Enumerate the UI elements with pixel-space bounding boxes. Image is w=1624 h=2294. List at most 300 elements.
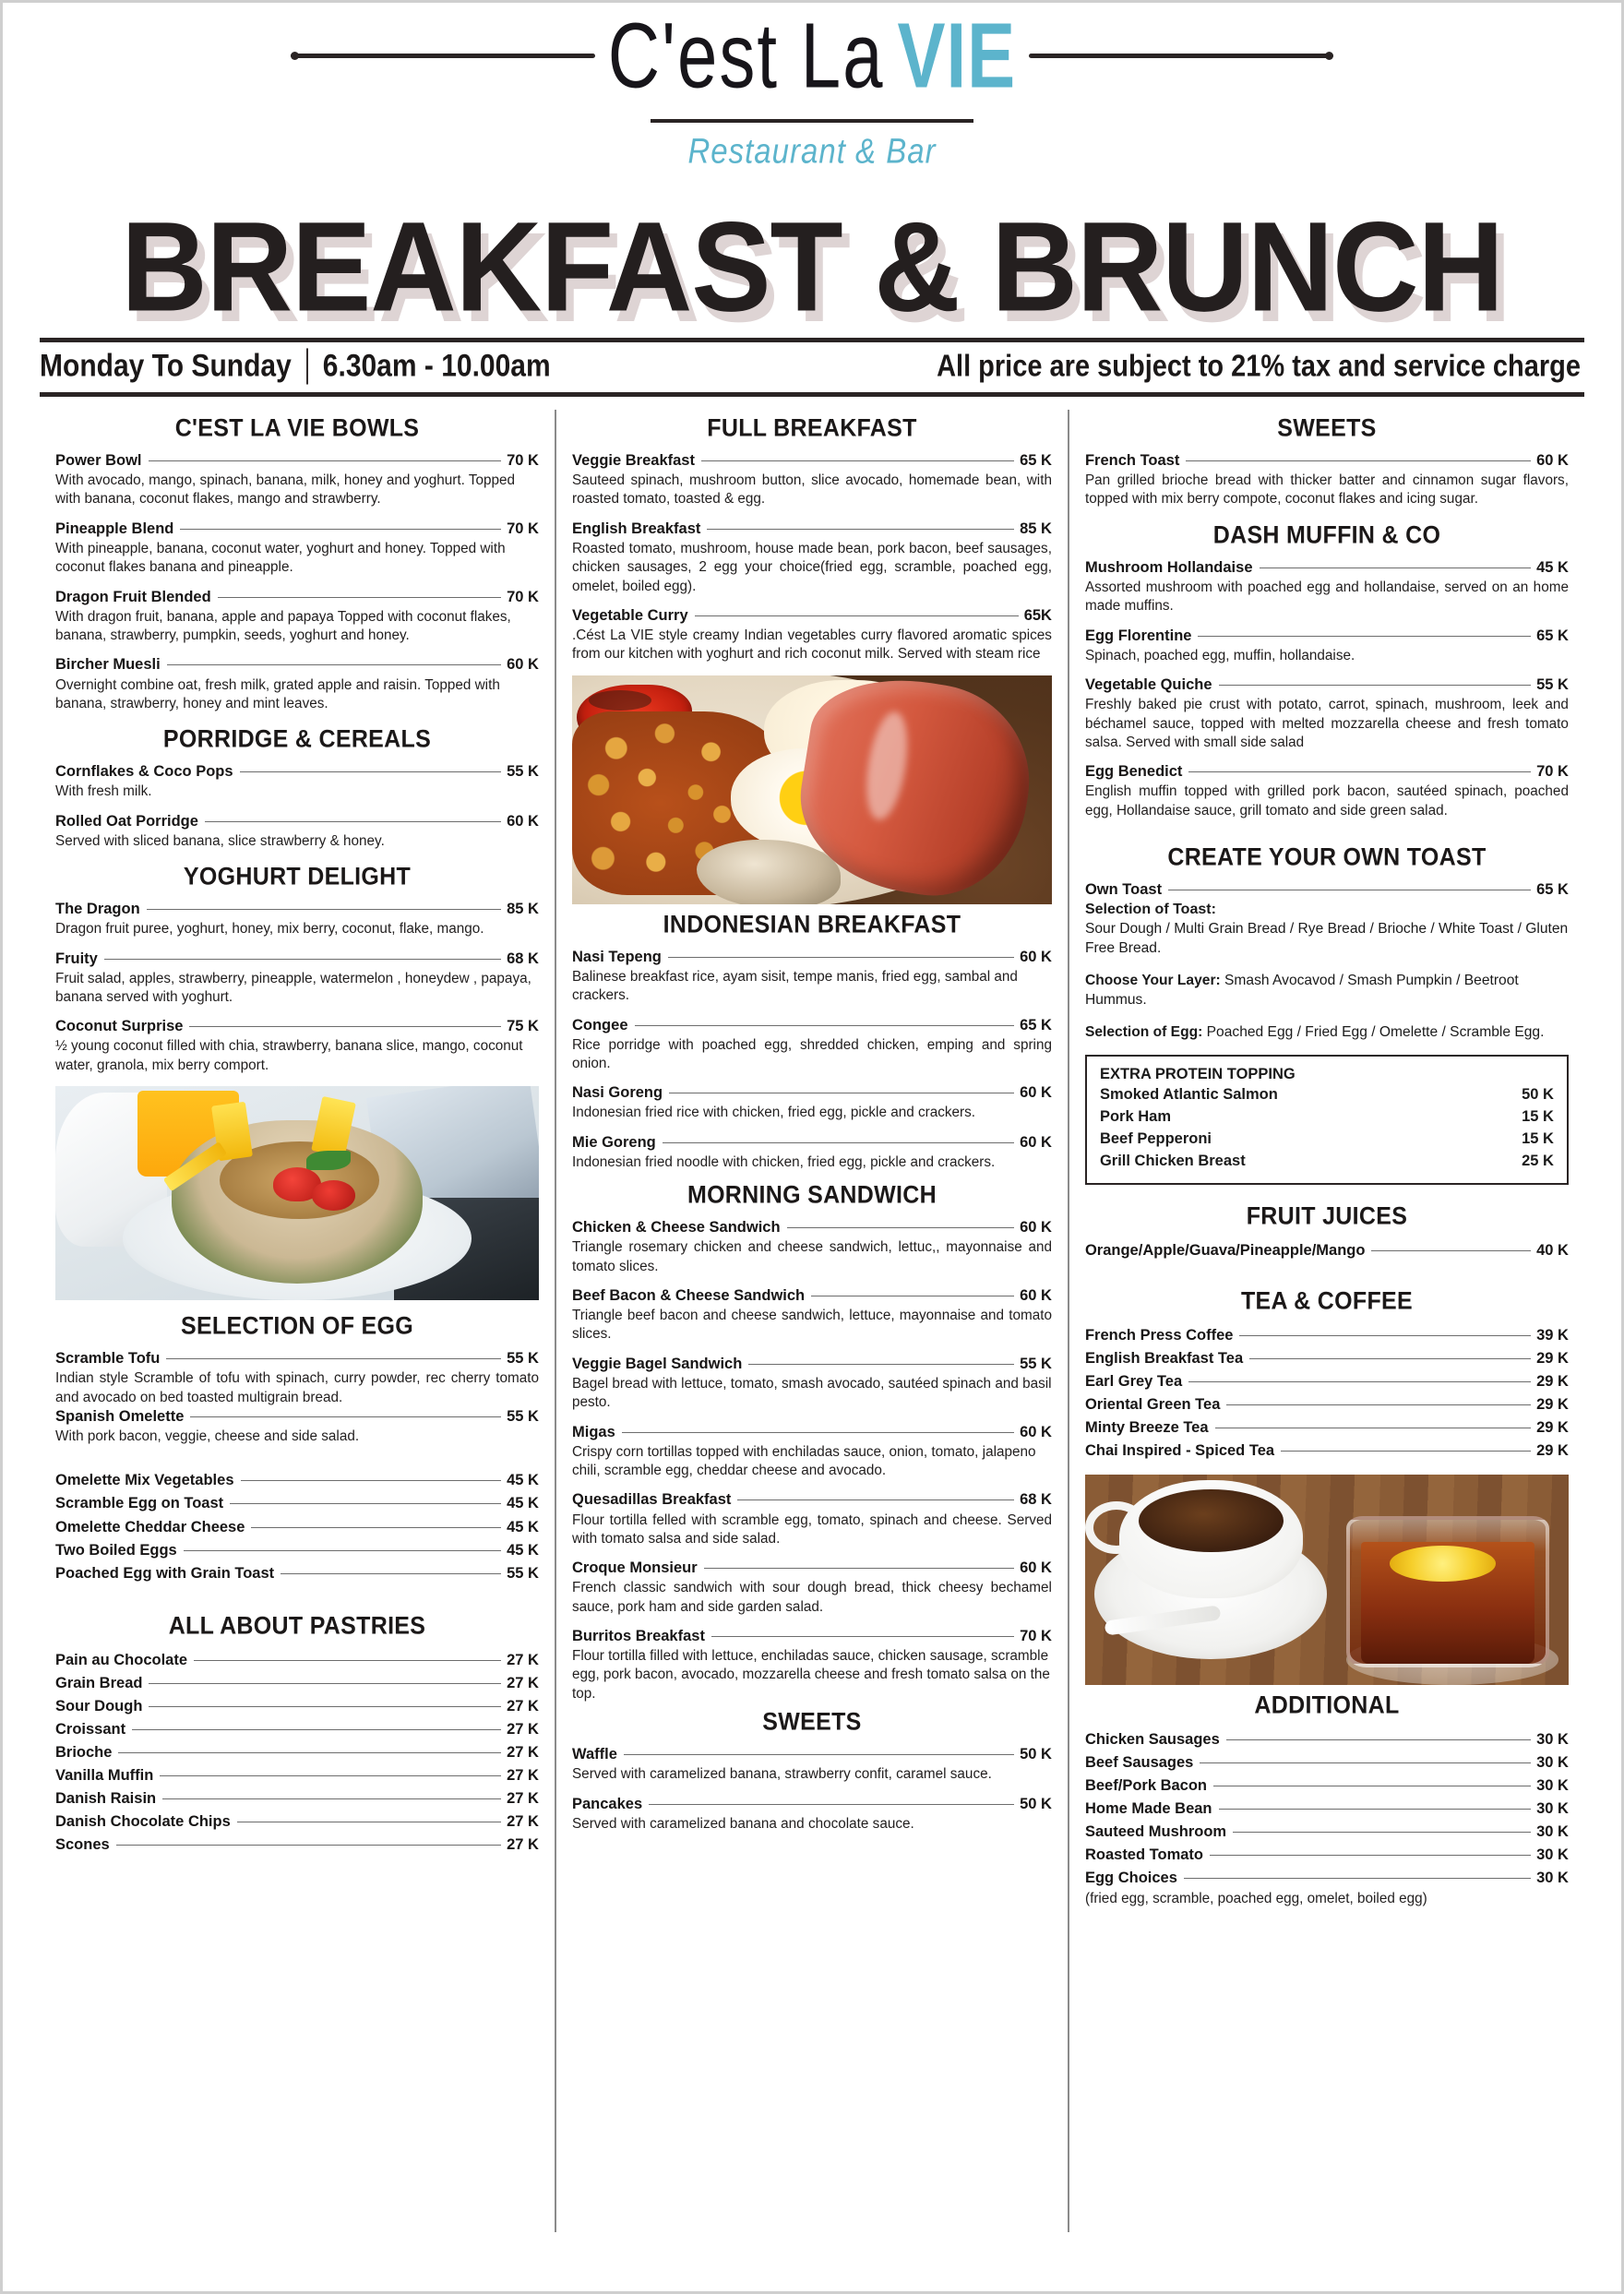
- item-name: Pork Ham: [1099, 1108, 1171, 1126]
- menu-row: [55, 1672, 539, 1695]
- menu-item: [572, 1355, 1052, 1413]
- item-price: 29 K: [1536, 1396, 1569, 1414]
- item-price: 70 K: [1536, 763, 1569, 781]
- item-price: 65 K: [1536, 880, 1569, 898]
- section-title-pastries: ALL ABOUT PASTRIES: [168, 1611, 426, 1640]
- leader-dots: [167, 664, 501, 665]
- leader-dots: [707, 529, 1014, 530]
- menu-row: [1085, 1798, 1569, 1821]
- item-name: Sauteed Mushroom: [1084, 1822, 1227, 1840]
- section-title-additional: ADDITIONAL: [1254, 1691, 1400, 1719]
- extra-protein-topping-box: [1085, 1055, 1569, 1185]
- item-name: Congee: [571, 1016, 628, 1033]
- item-name: Beef/Pork Bacon: [1084, 1776, 1208, 1794]
- menu-row: [1085, 1393, 1569, 1416]
- leader-dots: [240, 771, 502, 772]
- item-price: 27 K: [507, 1790, 539, 1808]
- item-name: Scramble Tofu: [55, 1350, 161, 1368]
- item-description: With avocado, mango, spinach, banana, milk, honey and yoghurt. Topped with banana, coconut flakes, mango and strawberry.: [55, 472, 516, 508]
- leader-dots: [149, 1706, 501, 1707]
- section-title-porridge: PORRIDGE & CEREALS: [162, 725, 432, 754]
- item-price: 60 K: [1020, 1287, 1052, 1305]
- menu-item: [572, 948, 1052, 1006]
- leader-dots: [180, 529, 501, 530]
- menu-row: [55, 1787, 539, 1810]
- menu-row: [1085, 1239, 1569, 1262]
- brand-logo-row: [3, 3, 1621, 108]
- menu-item: [55, 520, 539, 578]
- item-description: Flour tortilla filled with lettuce, enchiladas sauce, chicken sausage, scramble egg, pork bacon, avocado, mozzarella cheese and fresh tomato salsa on the top.: [571, 1648, 1050, 1702]
- item-name: Rolled Oat Porridge: [55, 812, 198, 830]
- coffee-and-tea-photo: [1085, 1475, 1569, 1685]
- item-price: 60 K: [1020, 1084, 1052, 1102]
- item-description: Rice porridge with poached egg, shredded chicken, emping and spring onion.: [571, 1036, 1052, 1071]
- item-name: Own Toast: [1084, 880, 1163, 898]
- item-name: Mie Goreng: [571, 1133, 656, 1151]
- item-name: Beef Pepperoni: [1099, 1130, 1212, 1148]
- leader-dots: [1239, 1335, 1531, 1336]
- coconut-bowl-photo: [55, 1086, 539, 1300]
- leader-dots: [1188, 1381, 1531, 1382]
- menu-item: [1085, 627, 1569, 665]
- menu-row: [55, 1834, 539, 1857]
- item-name: Home Made Bean: [1084, 1799, 1212, 1817]
- menu-item: [572, 1745, 1052, 1784]
- item-name: Earl Grey Tea: [1084, 1373, 1183, 1391]
- item-name: Croque Monsieur: [571, 1559, 698, 1577]
- menu-item: [572, 1423, 1052, 1481]
- menu-item: [572, 1083, 1052, 1122]
- item-description: Indian style Scramble of tofu with spinach, curry powder, rec cherry tomato and avocado on bed toasted multigrain bread.: [55, 1370, 539, 1405]
- toast-egg-line: [1085, 1022, 1569, 1042]
- brand-rule-left: [291, 54, 595, 58]
- item-price: 55 K: [507, 1350, 539, 1368]
- item-name: Waffle: [571, 1746, 617, 1763]
- brand-underline: [651, 119, 973, 123]
- menu-row: [1085, 1821, 1569, 1844]
- leader-dots: [1249, 1358, 1531, 1359]
- leader-dots: [149, 460, 502, 461]
- item-description: Bagel bread with lettuce, tomato, smash avocado, sautéed spinach and basil pesto.: [571, 1375, 1052, 1411]
- item-description: Fruit salad, apples, strawberry, pineapple, watermelon , honeydew , papaya, banana served with yoghurt.: [55, 970, 531, 1005]
- brand-name: [607, 3, 1017, 108]
- item-name: Beef Bacon & Cheese Sandwich: [571, 1287, 806, 1305]
- item-description: Triangle beef bacon and cheese sandwich, lettuce, mayonnaise and tomato slices.: [571, 1308, 1052, 1343]
- menu-item: [1085, 558, 1569, 616]
- item-description: With pineapple, banana, coconut water, yoghurt and honey. Topped with coconut flakes banana and pineapple.: [55, 540, 506, 576]
- item-price: 60 K: [1020, 1219, 1052, 1237]
- tax-note: All price are subject to 21% tax and service charge: [937, 349, 1581, 383]
- item-price: 27 K: [507, 1697, 539, 1715]
- leader-dots: [1184, 1878, 1531, 1879]
- item-name: Omelette Cheddar Cheese: [55, 1518, 245, 1535]
- leader-dots: [166, 1358, 501, 1359]
- item-price: 60 K: [1020, 948, 1052, 965]
- menu-item: [1085, 880, 1569, 900]
- protein-row: [1100, 1151, 1554, 1173]
- toast-selection-label: Selection of Toast:: [1084, 902, 1216, 918]
- item-price: 70 K: [507, 452, 539, 469]
- leader-dots: [189, 1026, 501, 1027]
- leader-dots: [162, 1798, 501, 1799]
- item-name: Scramble Egg on Toast: [55, 1495, 224, 1512]
- item-name: Vanilla Muffin: [55, 1767, 154, 1785]
- leader-dots: [1281, 1451, 1531, 1452]
- item-price: 30 K: [1536, 1753, 1569, 1771]
- item-name: English Breakfast Tea: [1084, 1350, 1244, 1368]
- leader-dots: [1210, 1855, 1531, 1856]
- column-middle: [555, 410, 1069, 2232]
- menu-row: [55, 1649, 539, 1672]
- menu-row: [1085, 1774, 1569, 1798]
- item-description: Triangle rosemary chicken and cheese sandwich, lettuc,, mayonnaise and tomato slices.: [571, 1239, 1052, 1274]
- leader-dots: [748, 1364, 1014, 1365]
- item-price: 70 K: [507, 520, 539, 537]
- item-price: 45 K: [507, 1472, 539, 1489]
- item-name: Mushroom Hollandaise: [1084, 558, 1253, 576]
- item-price: 27 K: [507, 1813, 539, 1831]
- item-price: 45 K: [507, 1495, 539, 1512]
- toast-selection-value: Sour Dough / Multi Grain Bread / Rye Bread / Brioche / White Toast / Gluten Free Bread.: [1084, 921, 1569, 957]
- item-price: 30 K: [1536, 1846, 1569, 1863]
- item-description: Roasted tomato, mushroom, house made bean, pork bacon, beef sausages, chicken sausages, 2 egg your choice(fried egg, scramble, poached egg, omelet, boiled egg).: [571, 540, 1052, 594]
- item-name: Burritos Breakfast: [571, 1628, 705, 1645]
- item-price: 27 K: [507, 1674, 539, 1691]
- toast-layer-value: Smash Avocavod / Smash Pumpkin / Beetroot Hummus.: [1084, 973, 1519, 1009]
- column-left: [40, 410, 555, 2232]
- leader-dots: [1226, 1404, 1531, 1405]
- item-description: Pan grilled brioche bread with thicker batter and cinnamon sugar flavors, topped with mix berry compote, coconut flakes and icing sugar.: [1084, 472, 1569, 508]
- leader-dots: [1219, 685, 1532, 686]
- item-description: Crispy corn tortillas topped with enchiladas sauce, onion, tomato, jalapeno chili, scramble egg, cheddar cheese and avocado.: [571, 1443, 1036, 1479]
- item-name: Dragon Fruit Blended: [55, 588, 211, 605]
- item-description: Dragon fruit puree, yoghurt, honey, mix berry, coconut, flake, mango.: [55, 921, 484, 938]
- leader-dots: [1233, 1832, 1531, 1833]
- item-name: Veggie Bagel Sandwich: [571, 1355, 743, 1372]
- leader-dots: [1226, 1739, 1531, 1740]
- section-title-full-breakfast: FULL BREAKFAST: [707, 413, 917, 443]
- leader-dots: [668, 957, 1014, 958]
- leader-dots: [241, 1480, 502, 1481]
- item-price: 60 K: [1020, 1133, 1052, 1151]
- leader-dots: [1186, 460, 1531, 461]
- item-name: English Breakfast: [571, 520, 701, 537]
- item-name: Egg Florentine: [1084, 627, 1192, 644]
- menu-row: [55, 1741, 539, 1764]
- item-name: Nasi Goreng: [571, 1084, 663, 1102]
- item-name: Power Bowl: [55, 452, 142, 469]
- menu-row: [1085, 1370, 1569, 1393]
- item-name: Chai Inspired - Spiced Tea: [1084, 1442, 1275, 1460]
- item-name: Orange/Apple/Guava/Pineapple/Mango: [1084, 1242, 1366, 1260]
- item-name: Smoked Atlantic Salmon: [1099, 1086, 1278, 1104]
- brand-name-accent: VIE: [897, 3, 1017, 108]
- item-name: Oriental Green Tea: [1084, 1396, 1221, 1414]
- menu-row: [1085, 1324, 1569, 1347]
- item-description: .Cést La VIE style creamy Indian vegetables curry flavored aromatic spices from our kitchen with yoghurt and rich coconut milk. Served with steam rice: [571, 627, 1052, 663]
- section-title-muffin: DASH MUFFIN & CO: [1212, 520, 1441, 549]
- item-price: 60 K: [507, 656, 539, 674]
- leader-dots: [711, 1636, 1014, 1637]
- item-price: 15 K: [1522, 1108, 1554, 1126]
- section-title-bowls: C'EST LA VIE BOWLS: [174, 413, 420, 443]
- menu-row: [55, 1718, 539, 1741]
- leader-dots: [704, 1568, 1014, 1569]
- item-price: 27 K: [507, 1836, 539, 1854]
- protein-row: [1100, 1084, 1554, 1106]
- item-description: Assorted mushroom with poached egg and hollandaise, served on an home made muffins.: [1084, 579, 1569, 615]
- menu-item: [55, 1349, 539, 1407]
- item-price: 60 K: [1536, 452, 1569, 469]
- page-title-wrap: [3, 195, 1621, 338]
- item-price: 68 K: [1020, 1491, 1052, 1509]
- item-price: 25 K: [1522, 1153, 1554, 1170]
- item-price: 27 K: [507, 1744, 539, 1762]
- menu-item: [572, 606, 1052, 664]
- item-price: 85 K: [1020, 520, 1052, 537]
- menu-row: [55, 1562, 539, 1585]
- menu-item: [1085, 762, 1569, 820]
- leader-dots: [635, 1025, 1015, 1026]
- menu-item: [572, 1218, 1052, 1276]
- leader-dots: [701, 460, 1014, 461]
- item-price: 70 K: [507, 588, 539, 605]
- item-price: 55 K: [507, 1407, 539, 1425]
- item-description: Served with caramelized banana and chocolate sauce.: [571, 1815, 914, 1832]
- item-name: Vegetable Curry: [571, 606, 688, 624]
- toast-layer-label: Choose Your Layer:: [1084, 973, 1221, 989]
- item-description: Balinese breakfast rice, ayam sisit, tempe manis, fried egg, sambal and crackers.: [571, 968, 1018, 1004]
- leader-dots: [205, 821, 501, 822]
- item-price: 55 K: [507, 1564, 539, 1582]
- section-title-sandwich: MORNING SANDWICH: [687, 1181, 937, 1210]
- menu-item: [55, 762, 539, 801]
- item-price: 30 K: [1536, 1822, 1569, 1840]
- hours-group: [40, 348, 551, 384]
- item-name: Chicken Sausages: [1084, 1730, 1220, 1748]
- menu-item: [572, 1627, 1052, 1703]
- section-title-juices: FRUIT JUICES: [1246, 1201, 1408, 1231]
- service-days: Monday To Sunday: [40, 348, 292, 384]
- item-price: 65 K: [1536, 627, 1569, 644]
- item-description: With dragon fruit, banana, apple and papaya Topped with coconut flakes, banana, strawberry, pumpkin, seeds, yoghurt and honey.: [55, 608, 511, 644]
- brand-header: [3, 3, 1621, 201]
- brand-name-dark: C'est La: [607, 3, 885, 108]
- item-description: Served with sliced banana, slice strawberry & honey.: [55, 832, 385, 849]
- item-price: 55 K: [507, 763, 539, 781]
- leader-dots: [149, 1683, 501, 1684]
- leader-dots: [622, 1432, 1014, 1433]
- item-price: 15 K: [1522, 1130, 1554, 1148]
- leader-dots: [190, 1416, 501, 1417]
- item-description: Sauteed spinach, mushroom button, slice avocado, homemade bean, with roasted tomato, toasted & egg.: [571, 472, 1052, 508]
- item-name: Nasi Tepeng: [571, 948, 662, 965]
- leader-dots: [230, 1503, 501, 1504]
- column-right: [1069, 410, 1584, 2232]
- item-price: 45 K: [507, 1518, 539, 1535]
- item-name: French Toast: [1084, 452, 1180, 469]
- item-name: Vegetable Quiche: [1084, 676, 1212, 694]
- item-description: French classic sandwich with sour dough bread, thick cheesy bechamel sauce, pork ham and side garden salad.: [571, 1580, 1052, 1615]
- item-description: ½ young coconut filled with chia, strawberry, banana slice, mango, coconut water, granola, mix berry comport.: [55, 1038, 523, 1073]
- menu-item: [572, 1490, 1052, 1548]
- item-price: 40 K: [1536, 1242, 1569, 1260]
- item-name: Danish Chocolate Chips: [55, 1813, 231, 1831]
- item-description: English muffin topped with grilled pork bacon, sautéed spinach, poached egg, Hollandaise sauce, grill tomato and side green salad.: [1084, 783, 1569, 818]
- menu-item: [55, 812, 539, 851]
- divider-icon: [306, 348, 308, 384]
- brand-rule-right: [1029, 54, 1333, 58]
- leader-dots: [281, 1573, 501, 1574]
- info-band: [40, 338, 1584, 397]
- item-name: Quesadillas Breakfast: [571, 1491, 732, 1509]
- menu-row: [1085, 1416, 1569, 1440]
- menu-item: [55, 900, 539, 938]
- item-name: Bircher Muesli: [55, 656, 161, 674]
- leader-dots: [132, 1729, 501, 1730]
- item-price: 30 K: [1536, 1870, 1569, 1887]
- item-price: 55 K: [1536, 676, 1569, 694]
- item-price: 45 K: [507, 1541, 539, 1559]
- leader-dots: [251, 1527, 501, 1528]
- page-title: BREAKFAST & BRUNCH: [121, 195, 1503, 338]
- menu-item: [1085, 675, 1569, 752]
- item-price: 60 K: [1020, 1423, 1052, 1440]
- leader-dots: [695, 615, 1019, 616]
- protein-box-title: EXTRA PROTEIN TOPPING: [1099, 1066, 1296, 1083]
- menu-row: [55, 1492, 539, 1515]
- item-name: Veggie Breakfast: [571, 452, 695, 469]
- menu-row: [55, 1810, 539, 1834]
- item-price: 70 K: [1020, 1628, 1052, 1645]
- item-description: Freshly baked pie crust with potato, carrot, spinach, mushroom, leek and béchamel sauce, topped with melted mozzarella cheese and fresh tomato salsa. Served with small side salad: [1084, 697, 1569, 750]
- leader-dots: [1219, 1809, 1532, 1810]
- brand-tagline: Restaurant & Bar: [687, 131, 937, 171]
- protein-row: [1100, 1106, 1554, 1129]
- item-description: Flour tortilla felled with scramble egg, tomato, spinach and cheese. Served with tomato salsa and side salad.: [571, 1511, 1052, 1547]
- section-title-sweets-mid: SWEETS: [762, 1707, 862, 1737]
- item-name: Grill Chicken Breast: [1099, 1153, 1246, 1170]
- menu-item: [572, 1795, 1052, 1834]
- item-name: Egg Benedict: [1084, 763, 1183, 781]
- item-price: 65 K: [1020, 1016, 1052, 1033]
- leader-dots: [1200, 1762, 1531, 1763]
- menu-row: [1085, 1347, 1569, 1370]
- item-name: Danish Raisin: [55, 1790, 157, 1808]
- item-name: Pancakes: [571, 1795, 643, 1812]
- item-description: Spinach, poached egg, muffin, hollandaise.: [1084, 647, 1355, 663]
- menu-columns: [40, 410, 1584, 2232]
- leader-dots: [160, 1775, 501, 1776]
- leader-dots: [1198, 636, 1531, 637]
- item-name: Pineapple Blend: [55, 520, 174, 537]
- item-name: Croissant: [55, 1721, 126, 1738]
- item-price: 65 K: [1020, 452, 1052, 469]
- leader-dots: [649, 1804, 1014, 1805]
- item-price: 75 K: [507, 1018, 539, 1035]
- leader-dots: [1188, 771, 1531, 772]
- item-name: Poached Egg with Grain Toast: [55, 1564, 275, 1582]
- item-name: French Press Coffee: [1084, 1327, 1234, 1344]
- item-price: 60 K: [1020, 1559, 1052, 1577]
- menu-row: [1085, 1751, 1569, 1774]
- leader-dots: [184, 1550, 501, 1551]
- menu-row: [55, 1695, 539, 1718]
- item-name: Spanish Omelette: [55, 1407, 185, 1425]
- menu-item: [572, 451, 1052, 509]
- item-description: With fresh milk.: [55, 783, 152, 800]
- item-price: 50 K: [1020, 1795, 1052, 1812]
- item-description: Indonesian fried noodle with chicken, fried egg, pickle and crackers.: [571, 1153, 996, 1170]
- item-description: Indonesian fried rice with chicken, fried egg, pickle and crackers.: [571, 1105, 976, 1121]
- menu-item: [572, 1286, 1052, 1344]
- toast-egg-label: Selection of Egg:: [1084, 1024, 1203, 1041]
- menu-item: [55, 950, 539, 1008]
- leader-dots: [118, 1752, 501, 1753]
- leader-dots: [1371, 1250, 1531, 1251]
- item-price: 65K: [1023, 606, 1052, 624]
- menu-item: [572, 520, 1052, 596]
- item-description: Overnight combine oat, fresh milk, grated apple and raisin. Topped with banana, strawberry, honey and mint leaves.: [55, 676, 500, 711]
- additional-note: (fried egg, scramble, poached egg, omelet, boiled egg): [1084, 1891, 1427, 1907]
- item-name: Egg Choices: [1084, 1870, 1177, 1887]
- item-price: 39 K: [1536, 1327, 1569, 1344]
- item-price: 50 K: [1020, 1746, 1052, 1763]
- leader-dots: [737, 1499, 1014, 1500]
- item-price: 27 K: [507, 1721, 539, 1738]
- item-name: Omelette Mix Vegetables: [55, 1472, 234, 1489]
- leader-dots: [116, 1845, 501, 1846]
- menu-item: [572, 1133, 1052, 1172]
- leader-dots: [147, 909, 501, 910]
- item-price: 50 K: [1522, 1086, 1554, 1104]
- item-name: Minty Breeze Tea: [1084, 1419, 1209, 1437]
- leader-dots: [624, 1754, 1014, 1755]
- menu-row: [1085, 1440, 1569, 1463]
- item-description: With pork bacon, veggie, cheese and side salad.: [55, 1428, 360, 1445]
- item-price: 55 K: [1020, 1355, 1052, 1372]
- item-price: 29 K: [1536, 1373, 1569, 1391]
- item-price: 45 K: [1536, 558, 1569, 576]
- section-title-yoghurt: YOGHURT DELIGHT: [183, 862, 412, 891]
- leader-dots: [194, 1660, 501, 1661]
- item-price: 30 K: [1536, 1776, 1569, 1794]
- menu-item: [572, 1559, 1052, 1617]
- protein-row: [1100, 1129, 1554, 1151]
- menu-row: [55, 1764, 539, 1787]
- item-name: Roasted Tomato: [1084, 1846, 1204, 1863]
- menu-item: [1085, 451, 1569, 509]
- item-name: Scones: [55, 1836, 110, 1854]
- menu-item: [55, 1407, 539, 1446]
- item-price: 85 K: [507, 901, 539, 918]
- item-name: Beef Sausages: [1084, 1753, 1194, 1771]
- item-price: 29 K: [1536, 1419, 1569, 1437]
- toast-egg-value: Poached Egg / Fried Egg / Omelette / Scramble Egg.: [1202, 1024, 1545, 1041]
- service-hours: 6.30am - 10.00am: [322, 348, 551, 384]
- leader-dots: [218, 597, 501, 598]
- item-name: Brioche: [55, 1744, 113, 1762]
- item-name: Grain Bread: [55, 1674, 143, 1691]
- leader-dots: [787, 1227, 1015, 1228]
- item-name: Pain au Chocolate: [55, 1651, 188, 1668]
- item-price: 68 K: [507, 950, 539, 967]
- menu-row: [1085, 1867, 1569, 1890]
- item-name: Two Boiled Eggs: [55, 1541, 177, 1559]
- menu-row: [1085, 1728, 1569, 1751]
- section-title-toast: CREATE YOUR OWN TOAST: [1167, 842, 1487, 872]
- item-name: Cornflakes & Coco Pops: [55, 763, 233, 781]
